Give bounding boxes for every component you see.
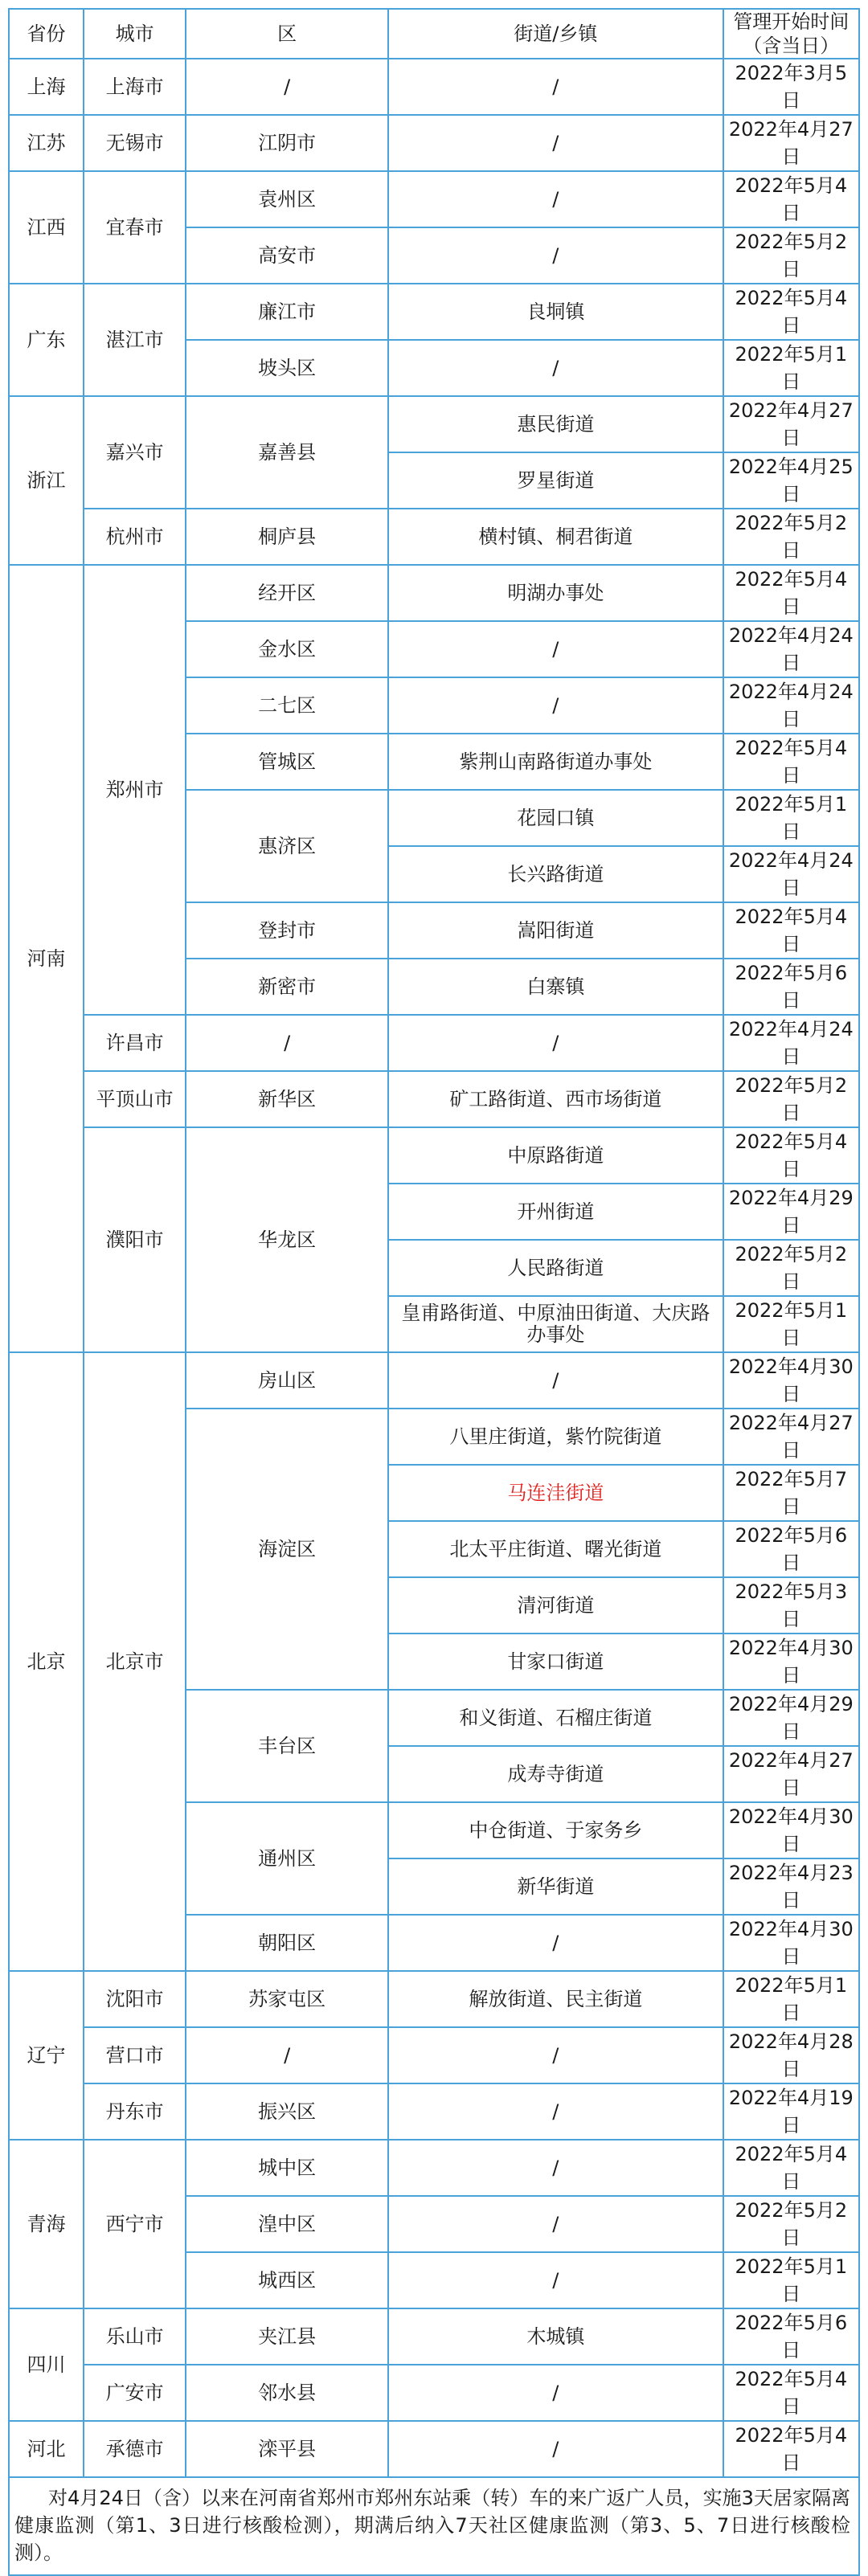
city-cell: 广安市 <box>84 2365 186 2421</box>
time-cell: 2022年5月2日 <box>723 227 859 284</box>
province-cell: 广东 <box>9 284 84 396</box>
street-cell: / <box>388 227 723 284</box>
street-cell: / <box>388 2140 723 2196</box>
table-row <box>9 2421 859 2477</box>
time-cell: 2022年4月24日 <box>723 846 859 902</box>
district-cell: 城西区 <box>186 2252 388 2308</box>
district-cell: 惠济区 <box>186 790 388 902</box>
time-cell: 2022年5月2日 <box>723 509 859 565</box>
street-cell: 白寨镇 <box>388 959 723 1015</box>
table-row <box>9 1971 859 2027</box>
street-cell: 中原路街道 <box>388 1127 723 1184</box>
table-row <box>9 1352 859 1409</box>
street-cell: / <box>388 2083 723 2140</box>
city-cell: 西宁市 <box>84 2140 186 2308</box>
time-cell: 2022年5月1日 <box>723 2252 859 2308</box>
district-cell: 坡头区 <box>186 340 388 396</box>
district-cell: 房山区 <box>186 1352 388 1409</box>
street-cell: / <box>388 59 723 115</box>
city-cell: 宜春市 <box>84 171 186 284</box>
time-cell: 2022年5月7日 <box>723 1465 859 1521</box>
street-cell: / <box>388 2252 723 2308</box>
district-cell: 通州区 <box>186 1802 388 1915</box>
time-cell: 2022年5月1日 <box>723 790 859 846</box>
street-cell: / <box>388 340 723 396</box>
footnote: 对4月24日（含）以来在河南省郑州市郑州东站乘（转）车的来广返广人员，实施3天居家隔离健康监测（第1、3日进行核酸检测），期满后纳入7天社区健康监测（第3、5、7日进行核酸检测）。 <box>8 2478 860 2576</box>
time-cell: 2022年4月27日 <box>723 1409 859 1465</box>
street-cell: / <box>388 1915 723 1971</box>
street-cell: 矿工路街道、西市场街道 <box>388 1071 723 1127</box>
table-row <box>9 2027 859 2083</box>
time-cell: 2022年5月4日 <box>723 902 859 959</box>
street-cell: / <box>388 2196 723 2252</box>
street-cell: 开州街道 <box>388 1184 723 1240</box>
time-cell: 2022年5月6日 <box>723 2308 859 2365</box>
district-cell: 袁州区 <box>186 171 388 227</box>
street-cell: 花园口镇 <box>388 790 723 846</box>
city-cell: 杭州市 <box>84 509 186 565</box>
city-cell: 营口市 <box>84 2027 186 2083</box>
table-row <box>9 509 859 565</box>
control-area-table-container <box>8 8 860 2576</box>
time-cell: 2022年4月27日 <box>723 396 859 452</box>
district-cell: 城中区 <box>186 2140 388 2196</box>
street-cell: 新华街道 <box>388 1858 723 1915</box>
time-cell: 2022年5月1日 <box>723 340 859 396</box>
street-cell: 罗星街道 <box>388 452 723 509</box>
time-cell: 2022年4月28日 <box>723 2027 859 2083</box>
street-cell: 木城镇 <box>388 2308 723 2365</box>
table-row <box>9 2308 859 2365</box>
street-cell-highlighted: 马连洼街道 <box>388 1465 723 1521</box>
time-cell: 2022年4月24日 <box>723 621 859 677</box>
time-cell: 2022年5月4日 <box>723 565 859 621</box>
table-row <box>9 1127 859 1184</box>
time-cell: 2022年4月29日 <box>723 1690 859 1746</box>
city-cell: 承德市 <box>84 2421 186 2477</box>
table-row <box>9 2140 859 2196</box>
district-cell: / <box>186 59 388 115</box>
district-cell: 管城区 <box>186 734 388 790</box>
time-cell: 2022年4月27日 <box>723 1746 859 1802</box>
time-cell: 2022年4月19日 <box>723 2083 859 2140</box>
province-cell: 辽宁 <box>9 1971 84 2140</box>
street-cell: / <box>388 1352 723 1409</box>
district-cell: 朝阳区 <box>186 1915 388 1971</box>
table-row <box>9 1015 859 1071</box>
time-cell: 2022年4月24日 <box>723 1015 859 1071</box>
city-cell: 乐山市 <box>84 2308 186 2365</box>
street-cell: 成寿寺街道 <box>388 1746 723 1802</box>
table-row <box>9 2083 859 2140</box>
time-cell: 2022年5月1日 <box>723 1296 859 1352</box>
city-cell: 濮阳市 <box>84 1127 186 1352</box>
time-cell: 2022年5月2日 <box>723 1071 859 1127</box>
table-row <box>9 115 859 171</box>
city-cell: 平顶山市 <box>84 1071 186 1127</box>
header-row <box>9 9 859 59</box>
time-cell: 2022年5月4日 <box>723 734 859 790</box>
time-cell: 2022年4月29日 <box>723 1184 859 1240</box>
district-cell: 华龙区 <box>186 1127 388 1352</box>
time-cell: 2022年5月6日 <box>723 959 859 1015</box>
district-cell: 海淀区 <box>186 1409 388 1690</box>
city-cell: 嘉兴市 <box>84 396 186 509</box>
province-cell: 河北 <box>9 2421 84 2477</box>
province-cell: 青海 <box>9 2140 84 2308</box>
control-area-table <box>8 8 860 2478</box>
district-cell: 嘉善县 <box>186 396 388 509</box>
street-cell: / <box>388 621 723 677</box>
time-cell: 2022年5月1日 <box>723 1971 859 2027</box>
header-time: 管理开始时间（含当日） <box>723 9 859 59</box>
district-cell: 新密市 <box>186 959 388 1015</box>
street-cell: 明湖办事处 <box>388 565 723 621</box>
table-row <box>9 284 859 340</box>
street-cell: 紫荆山南路街道办事处 <box>388 734 723 790</box>
time-cell: 2022年5月4日 <box>723 2421 859 2477</box>
street-cell: 良垌镇 <box>388 284 723 340</box>
district-cell: 登封市 <box>186 902 388 959</box>
district-cell: 苏家屯区 <box>186 1971 388 2027</box>
time-cell: 2022年4月24日 <box>723 677 859 734</box>
street-cell: 人民路街道 <box>388 1240 723 1296</box>
time-cell: 2022年4月30日 <box>723 1802 859 1858</box>
street-cell: 长兴路街道 <box>388 846 723 902</box>
header-district: 区 <box>186 9 388 59</box>
table-row <box>9 1071 859 1127</box>
street-cell: / <box>388 115 723 171</box>
city-cell: 郑州市 <box>84 565 186 1015</box>
district-cell: 二七区 <box>186 677 388 734</box>
street-cell: / <box>388 2027 723 2083</box>
province-cell: 江苏 <box>9 115 84 171</box>
province-cell: 浙江 <box>9 396 84 565</box>
province-cell: 江西 <box>9 171 84 284</box>
district-cell: 廉江市 <box>186 284 388 340</box>
time-cell: 2022年4月23日 <box>723 1858 859 1915</box>
table-row <box>9 59 859 115</box>
street-cell: 北太平庄街道、曙光街道 <box>388 1521 723 1577</box>
time-cell: 2022年4月30日 <box>723 1352 859 1409</box>
time-cell: 2022年5月2日 <box>723 1240 859 1296</box>
table-row <box>9 171 859 227</box>
table-row <box>9 565 859 621</box>
city-cell: 沈阳市 <box>84 1971 186 2027</box>
street-cell: 清河街道 <box>388 1577 723 1634</box>
city-cell: 湛江市 <box>84 284 186 396</box>
district-cell: 湟中区 <box>186 2196 388 2252</box>
district-cell: 邻水县 <box>186 2365 388 2421</box>
street-cell: / <box>388 171 723 227</box>
street-cell: 嵩阳街道 <box>388 902 723 959</box>
city-cell: 无锡市 <box>84 115 186 171</box>
time-cell: 2022年4月30日 <box>723 1634 859 1690</box>
time-cell: 2022年5月6日 <box>723 1521 859 1577</box>
street-cell: 解放街道、民主街道 <box>388 1971 723 2027</box>
time-cell: 2022年5月4日 <box>723 2140 859 2196</box>
street-cell: 八里庄街道，紫竹院街道 <box>388 1409 723 1465</box>
street-cell: 中仓街道、于家务乡 <box>388 1802 723 1858</box>
time-cell: 2022年5月2日 <box>723 2196 859 2252</box>
time-cell: 2022年4月27日 <box>723 115 859 171</box>
street-cell: 惠民街道 <box>388 396 723 452</box>
city-cell: 上海市 <box>84 59 186 115</box>
header-street: 街道/乡镇 <box>388 9 723 59</box>
time-cell: 2022年5月3日 <box>723 1577 859 1634</box>
province-cell: 上海 <box>9 59 84 115</box>
street-cell: 横村镇、桐君街道 <box>388 509 723 565</box>
street-cell: / <box>388 1015 723 1071</box>
street-cell: / <box>388 2421 723 2477</box>
district-cell: 金水区 <box>186 621 388 677</box>
street-cell: / <box>388 2365 723 2421</box>
street-cell: 皇甫路街道、中原油田街道、大庆路办事处 <box>388 1296 723 1352</box>
header-province: 省份 <box>9 9 84 59</box>
district-cell: 丰台区 <box>186 1690 388 1802</box>
city-cell: 丹东市 <box>84 2083 186 2140</box>
district-cell: 夹江县 <box>186 2308 388 2365</box>
district-cell: 经开区 <box>186 565 388 621</box>
city-cell: 许昌市 <box>84 1015 186 1071</box>
district-cell: 江阴市 <box>186 115 388 171</box>
street-cell: 和义街道、石榴庄街道 <box>388 1690 723 1746</box>
header-city: 城市 <box>84 9 186 59</box>
time-cell: 2022年4月30日 <box>723 1915 859 1971</box>
district-cell: 桐庐县 <box>186 509 388 565</box>
district-cell: 振兴区 <box>186 2083 388 2140</box>
time-cell: 2022年5月4日 <box>723 171 859 227</box>
street-cell: / <box>388 677 723 734</box>
time-cell: 2022年4月25日 <box>723 452 859 509</box>
province-cell: 河南 <box>9 565 84 1352</box>
time-cell: 2022年5月4日 <box>723 284 859 340</box>
district-cell: 滦平县 <box>186 2421 388 2477</box>
district-cell: / <box>186 2027 388 2083</box>
city-cell: 北京市 <box>84 1352 186 1971</box>
time-cell: 2022年5月4日 <box>723 2365 859 2421</box>
time-cell: 2022年5月4日 <box>723 1127 859 1184</box>
street-cell: 甘家口街道 <box>388 1634 723 1690</box>
district-cell: 高安市 <box>186 227 388 284</box>
province-cell: 四川 <box>9 2308 84 2421</box>
district-cell: / <box>186 1015 388 1071</box>
table-row <box>9 2365 859 2421</box>
time-cell: 2022年3月5日 <box>723 59 859 115</box>
table-row <box>9 396 859 452</box>
district-cell: 新华区 <box>186 1071 388 1127</box>
province-cell: 北京 <box>9 1352 84 1971</box>
